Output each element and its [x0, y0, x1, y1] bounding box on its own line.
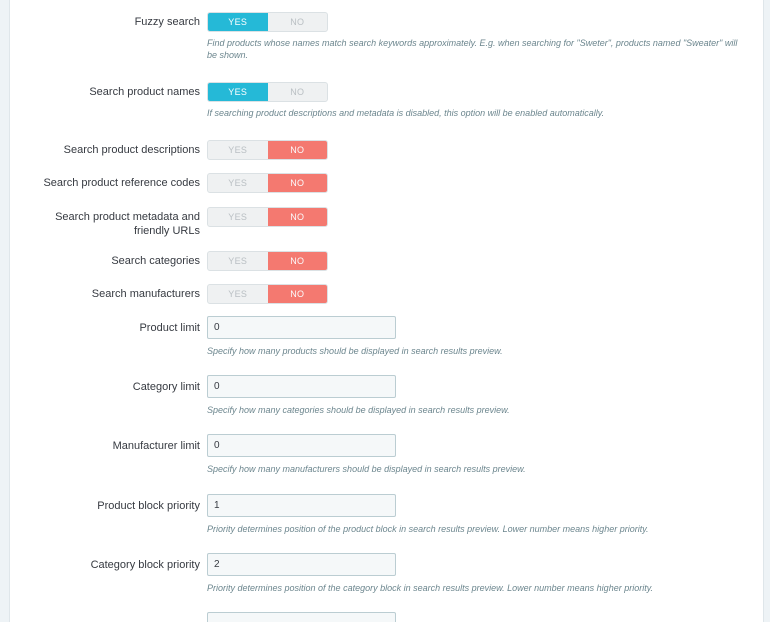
category-block-priority-input[interactable] — [207, 553, 396, 576]
search-product-metadata-no[interactable]: NO — [268, 208, 328, 226]
manufacturer-limit-label: Manufacturer limit — [112, 440, 200, 452]
search-settings-panel — [9, 0, 764, 622]
search-product-descriptions-label: Search product descriptions — [63, 144, 200, 156]
search-categories-label: Search categories — [111, 255, 200, 267]
category-limit-input[interactable] — [207, 375, 396, 398]
search-categories-switch[interactable] — [207, 251, 328, 271]
search-product-names-no[interactable]: NO — [290, 87, 305, 97]
search-product-reference-codes-label: Search product reference codes — [43, 177, 200, 189]
category-block-priority-help: Priority determines position of the category block in search results preview. Lower number means higher priority. — [207, 583, 654, 593]
fuzzy-search-label: Fuzzy search — [134, 16, 200, 28]
search-product-reference-codes-yes[interactable]: YES — [228, 178, 248, 188]
search-manufacturers-switch[interactable] — [207, 284, 328, 304]
search-product-names-yes[interactable]: YES — [208, 83, 268, 101]
search-categories-yes[interactable]: YES — [228, 256, 248, 266]
search-product-metadata-label — [20, 210, 200, 238]
search-product-names-switch[interactable] — [207, 82, 328, 102]
search-product-metadata-yes[interactable]: YES — [228, 212, 248, 222]
fuzzy-search-yes[interactable]: YES — [208, 13, 268, 31]
search-product-descriptions-yes[interactable]: YES — [228, 145, 248, 155]
manufacturer-limit-help: Specify how many manufacturers should be displayed in search results preview. — [207, 464, 526, 474]
category-block-priority-label: Category block priority — [90, 559, 200, 571]
search-product-names-help: If searching product descriptions and metadata is disabled, this option will be enabled automatically. — [207, 108, 605, 118]
manufacturer-limit-input[interactable] — [207, 434, 396, 457]
fuzzy-search-no[interactable]: NO — [290, 17, 305, 27]
search-manufacturers-no[interactable]: NO — [268, 285, 328, 303]
search-product-metadata-label-line1: Search product metadata and — [55, 211, 200, 223]
product-block-priority-help: Priority determines position of the product block in search results preview. Lower number means higher priority. — [207, 524, 649, 534]
search-categories-no[interactable]: NO — [268, 252, 328, 270]
next-setting-input[interactable] — [207, 612, 396, 622]
product-limit-input[interactable] — [207, 316, 396, 339]
search-manufacturers-yes[interactable]: YES — [228, 289, 248, 299]
category-limit-label: Category limit — [132, 381, 200, 393]
search-product-reference-codes-no[interactable]: NO — [268, 174, 328, 192]
category-limit-help: Specify how many categories should be displayed in search results preview. — [207, 405, 510, 415]
product-block-priority-input[interactable] — [207, 494, 396, 517]
search-product-descriptions-switch[interactable] — [207, 140, 328, 160]
fuzzy-search-help: Find products whose names match search keywords approximately. E.g. when searching for "Sweter", products named "Sweater" will be shown. — [207, 38, 738, 60]
product-block-priority-label: Product block priority — [97, 500, 200, 512]
search-product-reference-codes-switch[interactable] — [207, 173, 328, 193]
product-limit-help: Specify how many products should be displayed in search results preview. — [207, 346, 503, 356]
fuzzy-search-switch[interactable] — [207, 12, 328, 32]
search-manufacturers-label: Search manufacturers — [91, 288, 200, 300]
search-product-metadata-label-line2: friendly URLs — [133, 225, 200, 237]
search-product-names-label: Search product names — [89, 86, 200, 98]
search-product-metadata-switch[interactable] — [207, 207, 328, 227]
product-limit-label: Product limit — [139, 322, 200, 334]
search-product-descriptions-no[interactable]: NO — [268, 141, 328, 159]
